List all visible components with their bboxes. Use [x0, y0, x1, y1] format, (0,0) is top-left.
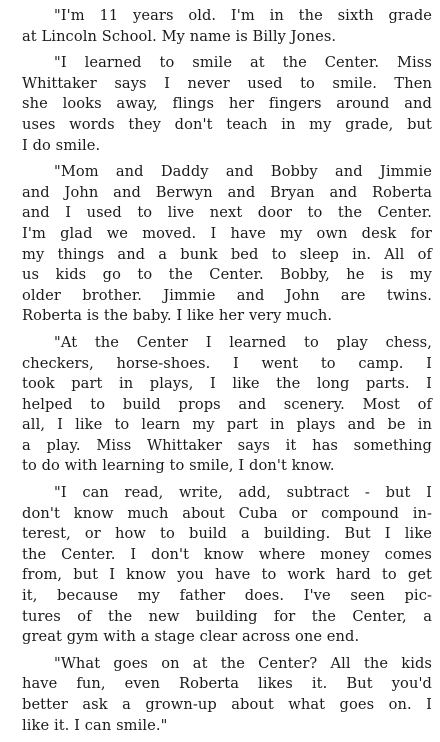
text-line: and I used to live next door to the Center.	[22, 204, 432, 222]
text-line: "What goes on at the Center? All the kids	[54, 654, 432, 672]
text-line: older brother. Jimmie and John are twins.	[22, 286, 432, 304]
text-line: I do smile.	[22, 136, 101, 154]
text-line: us kids go to the Center. Bobby, he is my	[22, 266, 432, 284]
text-line: my things and a bunk bed to sleep in. All of	[22, 245, 432, 263]
document-page	[22, 6, 432, 742]
text-line: Whittaker says I never used to smile. Then	[22, 74, 432, 92]
text-line: at Lincoln School. My name is Billy Jones.	[22, 27, 337, 45]
text-line: like it. I can smile."	[22, 716, 168, 734]
text-line: a play. Miss Whittaker says it has something	[22, 436, 432, 454]
text-line: I'm glad we moved. I have my own desk for	[22, 224, 432, 242]
text-line: have fun, even Roberta likes it. But you'd	[22, 675, 432, 693]
text-line: don't know much about Cuba or compound in-	[22, 504, 432, 522]
text-line: it, because my father does. I've seen pic-	[22, 587, 432, 605]
paragraph-family	[22, 162, 432, 327]
paragraph-intro	[22, 6, 432, 47]
text-line: better ask a grown-up about what goes on. I	[22, 696, 432, 713]
text-line: helped to build props and scenery. Most of	[22, 395, 432, 413]
text-line: the Center. I don't know where money comes	[22, 545, 432, 563]
text-line: great gym with a stage clear across one end.	[22, 628, 360, 646]
paragraph-school	[22, 483, 432, 648]
paragraph-smile	[22, 53, 432, 156]
text-line: uses words they don't teach in my grade, but	[22, 115, 432, 133]
paragraph-closing	[22, 654, 432, 736]
text-line: checkers, horse-shoes. I went to camp. I	[22, 354, 432, 372]
text-line: "At the Center I learned to play chess,	[54, 333, 432, 351]
text-line: "Mom and Daddy and Bobby and Jimmie	[54, 163, 432, 181]
text-line: took part in plays, I like the long parts. I	[22, 375, 432, 393]
text-line: Roberta is the baby. I like her very much.	[22, 307, 333, 325]
text-line: "I can read, write, add, subtract - but I	[54, 484, 432, 502]
text-line: "I learned to smile at the Center. Miss	[54, 54, 432, 72]
text-line: to do with learning to smile, I don't know.	[22, 457, 335, 475]
text-line: tures of the new building for the Center, a	[22, 607, 432, 625]
text-line: and John and Berwyn and Bryan and Roberta	[22, 183, 432, 201]
text-line: all, I like to learn my part in plays and be in	[22, 416, 432, 434]
paragraph-activities	[22, 333, 432, 477]
text-line: "I'm 11 years old. I'm in the sixth grade	[54, 7, 432, 24]
text-line: from, but I know you have to work hard to get	[22, 566, 432, 584]
text-line: she looks away, flings her fingers around and	[22, 95, 432, 113]
text-line: terest, or how to build a building. But I like	[22, 525, 432, 543]
